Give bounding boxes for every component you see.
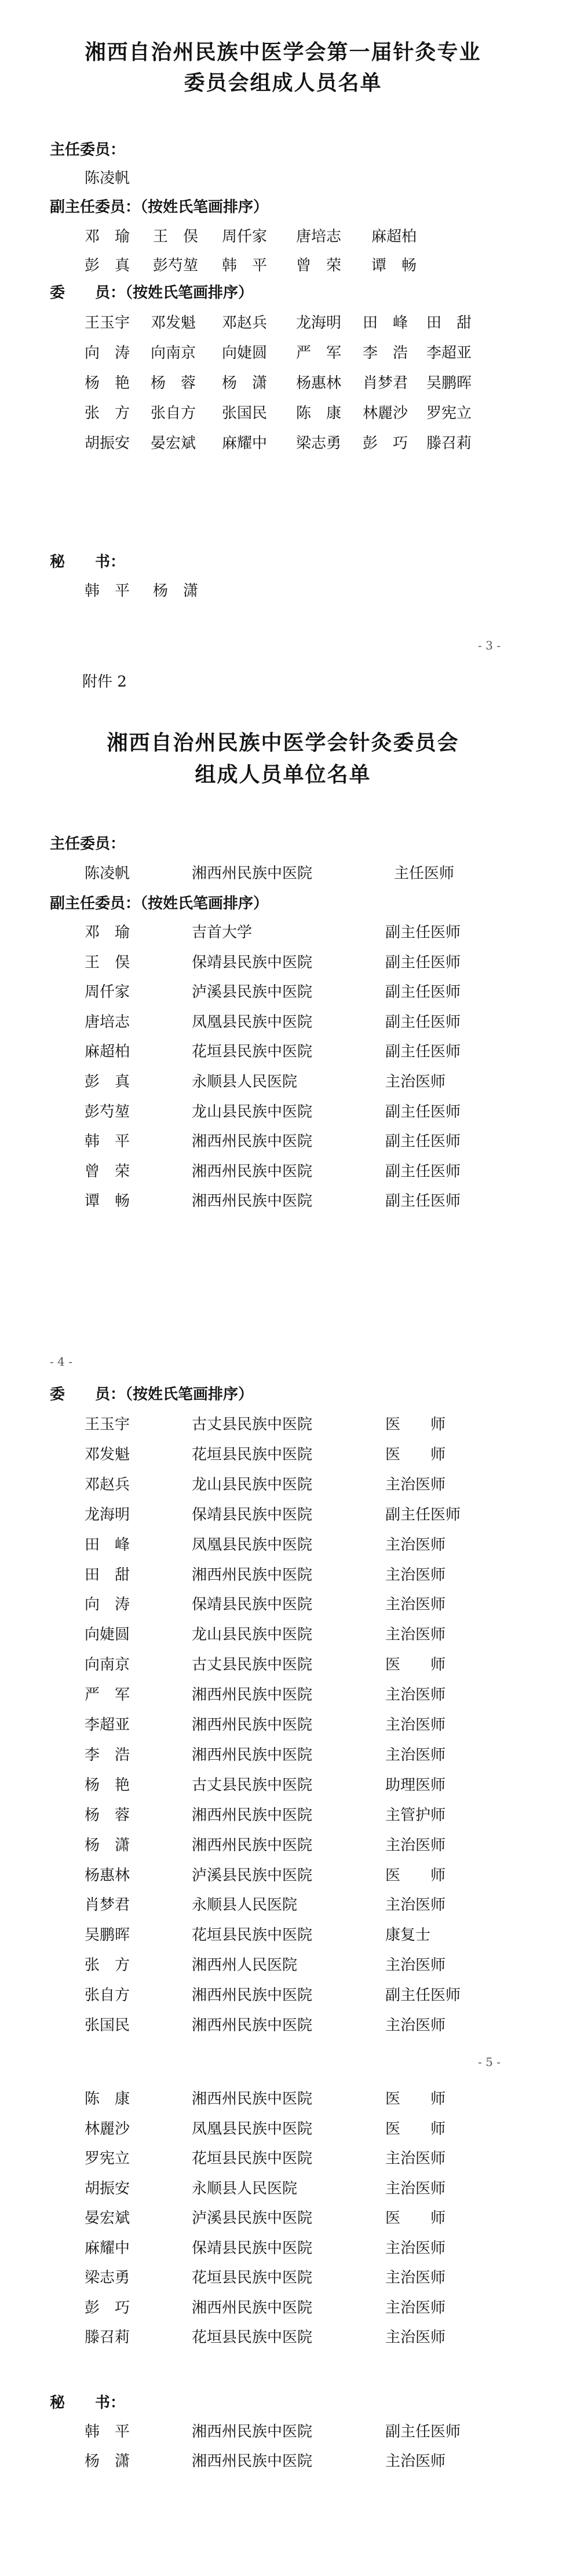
member-name: 田 甜 [85, 1566, 130, 1584]
table-row [0, 2146, 566, 2166]
member-name: 张自方 [151, 405, 196, 422]
member-unit: 湘西州民族中医院 [192, 865, 313, 882]
member-title: 副主任医师 [385, 1133, 461, 1151]
page3-member-label: 委 员：（按姓氏笔画排序） [50, 1386, 254, 1403]
member-unit: 湘西州民族中医院 [192, 1987, 313, 2005]
member-unit: 湘西州民族中医院 [192, 1806, 313, 1824]
member-unit: 湘西州民族中医院 [192, 1686, 313, 1704]
member-name: 李超亚 [426, 344, 472, 362]
member-title: 医 师 [385, 2120, 446, 2138]
member-title: 主治医师 [385, 1746, 446, 1764]
table-row [0, 1533, 566, 1553]
table-row [0, 1129, 566, 1149]
vice-name: 麻超柏 [371, 228, 417, 245]
member-unit: 花垣县民族中医院 [192, 2329, 313, 2346]
table-row [0, 1100, 566, 1120]
member-name: 梁志勇 [85, 2269, 130, 2287]
member-name: 滕召莉 [426, 435, 472, 452]
member-title: 助理医师 [385, 1776, 446, 1794]
member-unit: 湘西州民族中医院 [192, 2090, 313, 2108]
member-name: 杨 蓉 [85, 1806, 130, 1824]
member-title: 医 师 [385, 2090, 446, 2108]
table-row [0, 2449, 566, 2469]
member-unit: 花垣县民族中医院 [192, 1445, 313, 1463]
annex-label: 附件 2 [82, 673, 127, 691]
member-name: 彭芍堃 [85, 1103, 130, 1121]
member-name: 周仟家 [85, 984, 130, 1001]
member-title: 主治医师 [385, 1476, 446, 1494]
table-row [0, 1010, 566, 1030]
member-name: 张国民 [85, 2017, 130, 2034]
member-name: 陈 康 [296, 405, 342, 422]
table-row [0, 1773, 566, 1793]
member-name: 李超亚 [85, 1716, 130, 1734]
vice-name: 周仟家 [222, 228, 268, 245]
member-title: 副主任医师 [385, 1013, 461, 1031]
table-row [0, 1683, 566, 1702]
member-title: 医 师 [385, 1416, 446, 1433]
member-name: 向 涛 [85, 1596, 130, 1614]
member-unit: 泸溪县民族中医院 [192, 1866, 313, 1884]
member-unit: 保靖县民族中医院 [192, 1596, 313, 1614]
member-name: 田 峰 [85, 1536, 130, 1554]
member-name: 曾 荣 [85, 1162, 130, 1180]
member-name: 王玉宇 [85, 314, 130, 332]
secretary-name: 杨 潇 [153, 582, 199, 600]
member-name: 王玉宇 [85, 1416, 130, 1433]
member-name: 向 涛 [85, 344, 130, 362]
member-name: 杨 潇 [85, 1836, 130, 1854]
member-title: 主治医师 [385, 2329, 446, 2346]
member-unit: 吉首大学 [192, 924, 253, 941]
member-unit: 湘西州民族中医院 [192, 1716, 313, 1734]
member-title: 医 师 [385, 1445, 446, 1463]
table-row [0, 1189, 566, 1209]
member-title: 主治医师 [385, 1536, 446, 1554]
member-unit: 湘西州人民医院 [192, 1957, 298, 1975]
member-name: 邓发魁 [85, 1445, 130, 1463]
page1-title-line2: 委员会组成人员名单 [184, 71, 382, 95]
member-title: 主治医师 [385, 1716, 446, 1734]
member-name: 罗宪立 [426, 405, 472, 422]
table-row [0, 1863, 566, 1883]
page1-director-label: 主任委员： [50, 141, 126, 159]
member-title: 副主任医师 [385, 1043, 461, 1061]
table-row [0, 2296, 566, 2316]
member-unit: 古丈县民族中医院 [192, 1416, 313, 1433]
member-name: 韩 平 [85, 2423, 130, 2441]
member-unit: 湘西州民族中医院 [192, 1566, 313, 1584]
table-row [0, 1953, 566, 1973]
member-unit: 花垣县民族中医院 [192, 2150, 313, 2167]
page2-title-line2: 组成人员单位名单 [195, 762, 371, 787]
member-title: 医 师 [385, 2210, 446, 2227]
member-title: 副主任医师 [385, 1162, 461, 1180]
member-name: 胡振安 [85, 435, 130, 452]
member-name: 邓发魁 [151, 314, 196, 332]
member-name: 杨惠林 [296, 375, 342, 392]
table-row [0, 1713, 566, 1733]
member-unit: 泸溪县民族中医院 [192, 984, 313, 1001]
member-name: 邓 瑜 [85, 924, 130, 941]
member-name: 彭 真 [85, 1073, 130, 1091]
member-unit: 湘西州民族中医院 [192, 1192, 313, 1210]
member-name: 李 浩 [363, 344, 408, 362]
member-unit: 龙山县民族中医院 [192, 1476, 313, 1494]
table-row [0, 1473, 566, 1492]
member-name: 肖梦君 [363, 375, 408, 392]
member-name: 杨 潇 [222, 375, 268, 392]
member-name: 张 方 [85, 405, 130, 422]
member-name: 田 峰 [363, 314, 408, 332]
member-name: 谭 畅 [85, 1192, 130, 1210]
table-row [0, 2420, 566, 2439]
member-name: 麻耀中 [85, 2239, 130, 2257]
member-title: 主治医师 [385, 1686, 446, 1704]
page1-member-label: 委 员：（按姓氏笔画排序） [50, 284, 254, 302]
member-name: 林麗沙 [85, 2120, 130, 2138]
member-unit: 湘西州民族中医院 [192, 1162, 313, 1180]
member-name: 杨惠林 [85, 1866, 130, 1884]
member-unit: 泸溪县民族中医院 [192, 2210, 313, 2227]
member-name: 向婕圆 [222, 344, 268, 362]
member-name: 陈凌帆 [85, 865, 130, 882]
member-name: 向南京 [85, 1656, 130, 1674]
vice-name: 谭 畅 [371, 257, 417, 274]
table-row [0, 2013, 566, 2033]
member-name: 彭 巧 [85, 2299, 130, 2317]
member-unit: 花垣县民族中医院 [192, 1043, 313, 1061]
table-row [0, 1563, 566, 1583]
member-name: 彭 巧 [363, 435, 408, 452]
table-row [0, 1592, 566, 1612]
member-name: 滕召莉 [85, 2329, 130, 2346]
member-name: 严 军 [85, 1686, 130, 1704]
member-title: 主治医师 [385, 2239, 446, 2257]
member-name: 杨 艳 [85, 375, 130, 392]
member-unit: 湘西州民族中医院 [192, 1133, 313, 1151]
member-title: 主治医师 [385, 2150, 446, 2167]
member-unit: 湘西州民族中医院 [192, 1746, 313, 1764]
member-name: 杨 艳 [85, 1776, 130, 1794]
member-title: 副主任医师 [385, 984, 461, 1001]
member-title: 主治医师 [385, 1566, 446, 1584]
member-unit: 花垣县民族中医院 [192, 1927, 313, 1944]
page1-director-name: 陈凌帆 [85, 170, 130, 187]
table-row [0, 1070, 566, 1089]
member-name: 龙海明 [296, 314, 342, 332]
page-number-3: - 3 - [478, 639, 501, 652]
page1-title-line1: 湘西自治州民族中医学会第一届针灸专业 [85, 40, 481, 64]
table-row [0, 1983, 566, 2003]
member-name: 吴鹏晖 [426, 375, 472, 392]
member-title: 副主任医师 [385, 953, 461, 971]
member-unit: 龙山县民族中医院 [192, 1626, 313, 1644]
table-row [0, 2206, 566, 2226]
vice-name: 王 俣 [153, 228, 199, 245]
member-unit: 古丈县民族中医院 [192, 1776, 313, 1794]
member-title: 主治医师 [385, 1896, 446, 1914]
member-unit: 湘西州民族中医院 [192, 2299, 313, 2317]
member-name: 梁志勇 [296, 435, 342, 452]
table-row [0, 1623, 566, 1642]
vice-name: 彭芍堃 [153, 257, 199, 274]
table-row [0, 1833, 566, 1853]
member-name: 王 俣 [85, 953, 130, 971]
member-unit: 凤凰县民族中医院 [192, 2120, 313, 2138]
page2-vice-label: 副主任委员：（按姓氏笔画排序） [50, 895, 269, 912]
vice-name: 曾 荣 [296, 257, 342, 274]
vice-name: 韩 平 [222, 257, 268, 274]
page1-vice-label: 副主任委员：（按姓氏笔画排序） [50, 199, 269, 216]
page2-title-line1: 湘西自治州民族中医学会针灸委员会 [107, 731, 459, 755]
member-title: 主治医师 [385, 2269, 446, 2287]
member-title: 主治医师 [385, 1957, 446, 1975]
member-name: 吴鹏晖 [85, 1927, 130, 1944]
member-title: 副主任医师 [385, 924, 461, 941]
member-title: 医 师 [385, 1866, 446, 1884]
member-unit: 花垣县民族中医院 [192, 2269, 313, 2287]
member-name: 邓赵兵 [222, 314, 268, 332]
member-title: 主治医师 [385, 2179, 446, 2197]
member-name: 唐培志 [85, 1013, 130, 1031]
page-number-4: - 4 - [50, 1355, 72, 1368]
member-unit: 永顺县人民医院 [192, 1073, 298, 1091]
member-unit: 龙山县民族中医院 [192, 1103, 313, 1121]
member-unit: 古丈县民族中医院 [192, 1656, 313, 1674]
member-name: 麻超柏 [85, 1043, 130, 1061]
secretary-name: 韩 平 [85, 582, 130, 600]
member-unit: 保靖县民族中医院 [192, 2239, 313, 2257]
page1-secretary-label: 秘 书： [50, 553, 126, 571]
member-name: 晏宏斌 [85, 2210, 130, 2227]
member-unit: 保靖县民族中医院 [192, 953, 313, 971]
member-name: 杨 潇 [85, 2453, 130, 2470]
page4-secretary-label: 秘 书： [50, 2394, 126, 2412]
member-name: 肖梦君 [85, 1896, 130, 1914]
member-name: 韩 平 [85, 1133, 130, 1151]
member-title: 主治医师 [385, 1596, 446, 1614]
member-name: 向南京 [151, 344, 196, 362]
table-row [0, 2266, 566, 2285]
table-row [0, 980, 566, 1000]
vice-name: 唐培志 [296, 228, 342, 245]
member-name: 严 军 [296, 344, 342, 362]
vice-name: 邓 瑜 [85, 228, 130, 245]
member-title: 主治医师 [385, 2453, 446, 2470]
member-name: 田 甜 [426, 314, 472, 332]
member-unit: 保靖县民族中医院 [192, 1506, 313, 1524]
member-title: 副主任医师 [385, 1192, 461, 1210]
page2-director-row [0, 861, 566, 881]
member-name: 杨 蓉 [151, 375, 196, 392]
table-row [0, 2325, 566, 2345]
member-name: 张国民 [222, 405, 268, 422]
member-name: 胡振安 [85, 2179, 130, 2197]
table-row [0, 920, 566, 940]
member-unit: 凤凰县民族中医院 [192, 1536, 313, 1554]
page-number-5: - 5 - [478, 2055, 501, 2069]
table-row [0, 1443, 566, 1462]
table-row [0, 1040, 566, 1059]
table-row [0, 1743, 566, 1763]
table-row [0, 951, 566, 970]
table-row [0, 1893, 566, 1913]
member-unit: 湘西州民族中医院 [192, 2017, 313, 2034]
member-unit: 永顺县人民医院 [192, 1896, 298, 1914]
member-name: 龙海明 [85, 1506, 130, 1524]
table-row [0, 1503, 566, 1522]
member-name: 林麗沙 [363, 405, 408, 422]
member-title: 副主任医师 [385, 2423, 461, 2441]
member-unit: 湘西州民族中医院 [192, 2453, 313, 2470]
member-title: 副主任医师 [385, 1506, 461, 1524]
member-name: 晏宏斌 [151, 435, 196, 452]
member-title: 主治医师 [385, 1836, 446, 1854]
table-row [0, 1412, 566, 1432]
vice-name: 彭 真 [85, 257, 130, 274]
member-name: 向婕圆 [85, 1626, 130, 1644]
member-unit: 永顺县人民医院 [192, 2179, 298, 2197]
table-row [0, 1803, 566, 1823]
table-row [0, 2236, 566, 2256]
member-unit: 湘西州民族中医院 [192, 2423, 313, 2441]
member-title: 医 师 [385, 1656, 446, 1674]
table-row [0, 1923, 566, 1943]
member-name: 麻耀中 [222, 435, 268, 452]
member-name: 李 浩 [85, 1746, 130, 1764]
table-row [0, 1159, 566, 1179]
member-name: 张自方 [85, 1987, 130, 2005]
member-name: 陈 康 [85, 2090, 130, 2108]
member-name: 邓赵兵 [85, 1476, 130, 1494]
member-title: 主治医师 [385, 2017, 446, 2034]
member-name: 张 方 [85, 1957, 130, 1975]
table-row [0, 2117, 566, 2137]
member-title: 主任医师 [394, 865, 455, 882]
page2-director-label: 主任委员： [50, 835, 126, 853]
member-unit: 湘西州民族中医院 [192, 1836, 313, 1854]
member-title: 主治医师 [385, 2299, 446, 2317]
member-title: 副主任医师 [385, 1987, 461, 2005]
member-name: 罗宪立 [85, 2150, 130, 2167]
member-title: 康复士 [385, 1927, 431, 1944]
member-title: 主管护师 [385, 1806, 446, 1824]
table-row [0, 2177, 566, 2196]
member-title: 主治医师 [385, 1626, 446, 1644]
table-row [0, 2087, 566, 2107]
member-title: 副主任医师 [385, 1103, 461, 1121]
member-title: 主治医师 [385, 1073, 446, 1091]
member-unit: 凤凰县民族中医院 [192, 1013, 313, 1031]
table-row [0, 1653, 566, 1672]
